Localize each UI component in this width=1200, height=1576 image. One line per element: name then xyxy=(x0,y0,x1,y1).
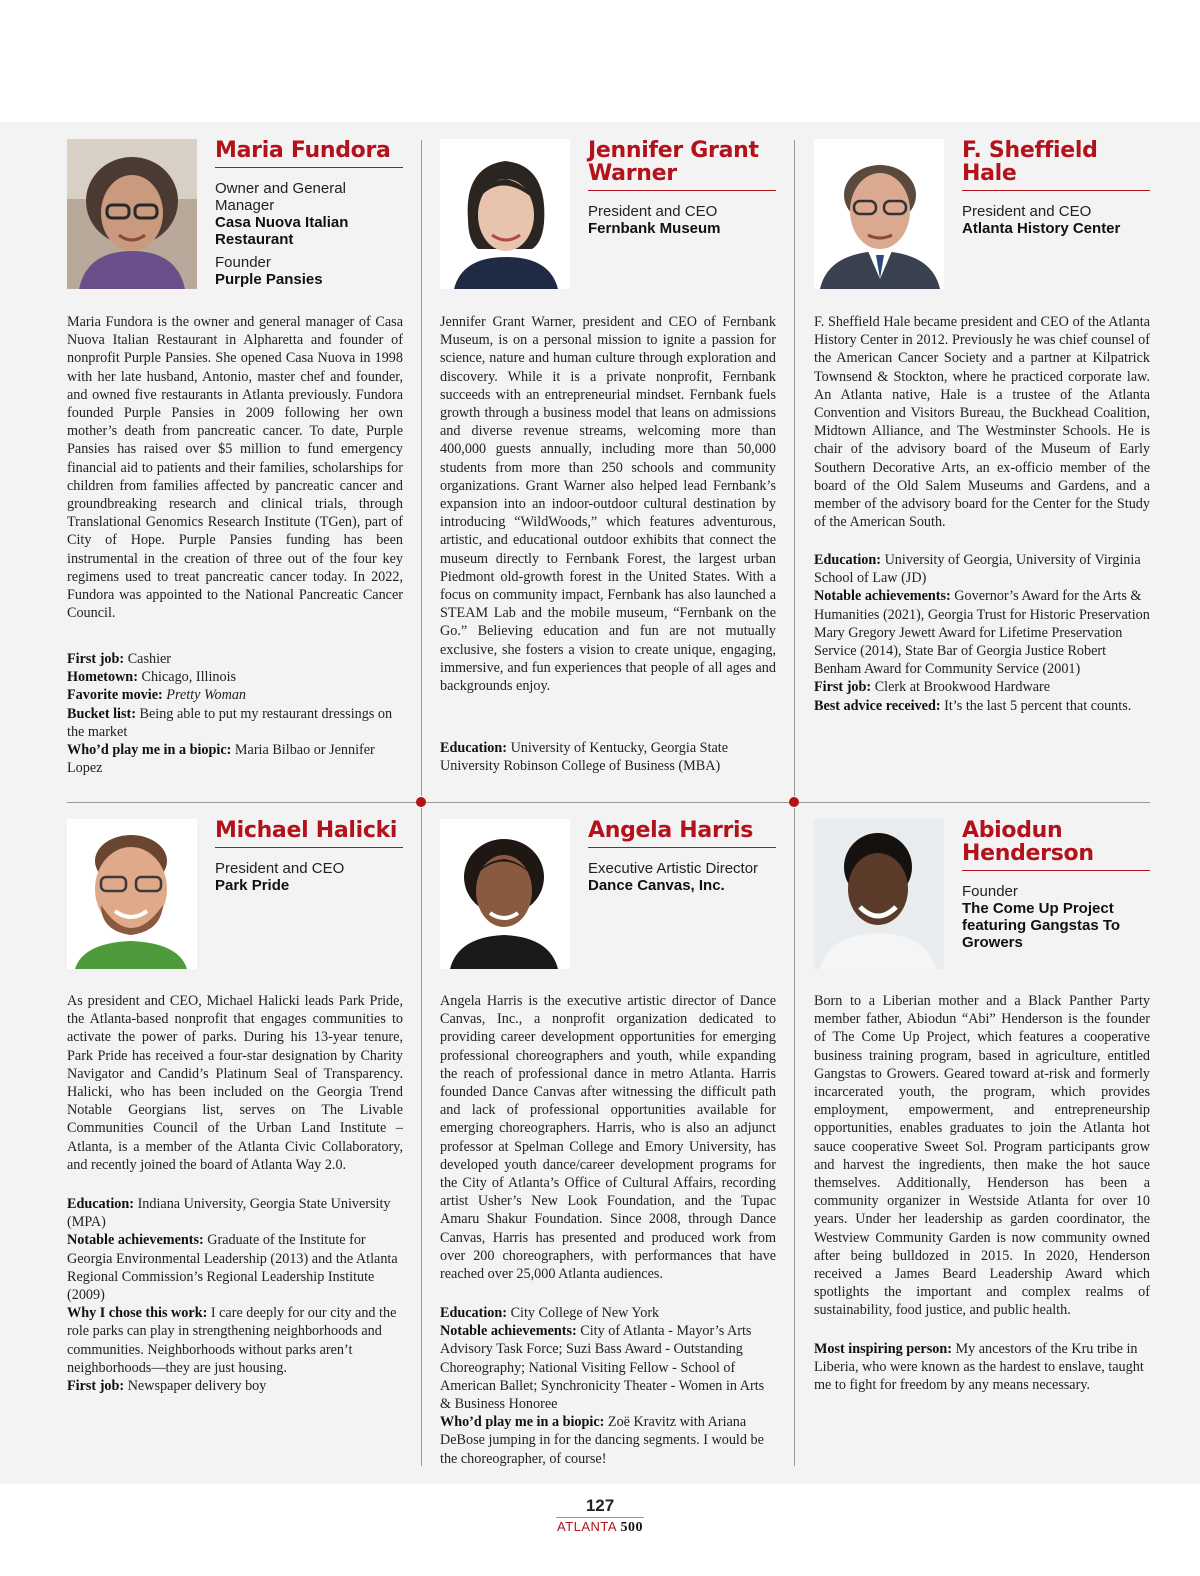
fact-item xyxy=(67,1377,403,1395)
fact-label: Education: xyxy=(67,1196,135,1212)
fact-value: Graduate of the Institute for Georgia Environmental Leadership (2013) and the Atlanta Regional Commission’s Regional Leadership Institute (2009) xyxy=(67,1232,398,1304)
profile-role: Executive Artistic Director xyxy=(588,860,759,877)
portrait-image-icon xyxy=(440,139,570,289)
profile-facts xyxy=(67,1195,403,1395)
profile-header xyxy=(588,819,776,900)
fact-value: Newspaper delivery boy xyxy=(127,1378,267,1395)
fact-item xyxy=(67,705,403,741)
fact-label: Why I chose this work: xyxy=(67,1305,208,1322)
fact-item xyxy=(67,650,403,668)
row-divider xyxy=(67,802,1150,803)
fact-item xyxy=(814,678,1150,696)
profile-role: President and CEO xyxy=(588,203,718,220)
fact-value: Indiana University, Georgia State University (MPA) xyxy=(67,1196,391,1231)
profile-header xyxy=(962,139,1150,243)
fact-label: Favorite movie: xyxy=(67,687,163,704)
column-divider-1-bottom xyxy=(421,808,422,1466)
fact-value: I care deeply for our city and the role parks can play in strengthening neighborhoods and communities. Neighborhoods without parks aren’t neighborhoods—they are just housing. xyxy=(67,1305,397,1376)
fact-label: First job: xyxy=(814,679,872,696)
fact-item xyxy=(67,1304,403,1377)
fact-value: Being able to put my restaurant dressings on the market xyxy=(67,705,393,740)
fact-item xyxy=(440,1322,776,1413)
profile-facts xyxy=(440,1304,776,1468)
profile-bio: As president and CEO, Michael Halicki leads Park Pride, the Atlanta-based nonprofit that engages communities to activate the power of parks. During his 13-year tenure, Park Pride has received a four-star designation by Charity Navigator and Candid’s Platinum Seal of Transparency. Halicki, who has been included on the Georgia Trend Notable Georgians list, serves on The Livable Communities Council of the Urban Land Institute – Atlanta, is a member of the Atlanta Civic Collaboratory, and recently joined the board of Atlanta Way 2.0. xyxy=(67,993,403,1173)
profile-bio: Jennifer Grant Warner, president and CEO of Fernbank Museum, is on a personal mission to ignite a passion for science, nature and human culture through exploration and discovery. While it is a private nonprofit, Fernbank succeeds with an entrepreneurial mindset. Fernbank fuels growth through a business model that leans on admissions and diverse revenue streams, welcoming more than 400,000 guests annually, including more than 50,000 students from more than 250 schools and community organizations. Grant Warner also helped lead Fernbank’s expansion into an indoor-outdoor cultural destination by introducing “WildWoods,” which features adventurous, artistic, and educational outdoor exhibits that connect the museum directly to Fernbank Forest, the largest urban Piedmont old-growth forest in the United States. With a focus on community impact, Fernbank has also launched a STEAM Lab and the mobile museum, “Fernbank on the Go.” Believing education and fun are not mutually exclusive, she fosters a vision to create unique, engaging, immersive, and fun experiences that people of all ages and backgrounds enjoy. xyxy=(440,314,776,695)
fact-label: Hometown: xyxy=(67,669,138,686)
profile-bio: F. Sheffield Hale became president and CEO of the Atlanta History Center in 2012. Previously he was chief counsel of the American Cancer Society and a partner at Kilpatrick Townsend & Stockton, where he practiced corporate law. An Atlanta native, Hale is a trustee of the Atlanta Convention and Visitors Bureau, the Buckhead Coalition, Midtown Alliance, and The Westminster Schools. He is chair of the advisory board of the Museum of Early Southern Decorative Arts, an ex-officio member of the board of the Old Salem Museums and Gardens, and a member of the advisory board for the Center for the Study of the American South. xyxy=(814,314,1150,531)
page-footer xyxy=(0,1496,1200,1536)
profile-photo xyxy=(814,139,944,289)
brand-word: ATLANTA xyxy=(557,1519,617,1534)
fact-item xyxy=(814,1340,1150,1395)
profile-photo xyxy=(440,139,570,289)
fact-label: Who’d play me in a biopic: xyxy=(440,1414,605,1431)
portrait-image-icon xyxy=(814,139,944,289)
profile-header xyxy=(588,139,776,243)
fact-value: Governor’s Award for the Arts & Humanities (2021), Georgia Trust for Historic Preservation Mary Gregory Jewett Award for Lifetime Preservation Service (2014), State Bar of Georgia Justice Robert Benham Award for Community Service (2001) xyxy=(814,588,1150,678)
profile-bio: Born to a Liberian mother and a Black Panther Party member father, Abiodun “Abi” Henderson is the founder of The Come Up Project, which features a cooperative business training program, based in agriculture, entitled Gangstas to Growers. Geared toward at-risk and formerly incarcerated youth, the program, which provides employment, empowerment, and entrepreneurship opportunities, enables graduates to join the Atlanta hot sauce cooperative Sweet Sol. Program participants grow and harvest the ingredients, then make the hot sauce themselves. Additionally, Henderson has been a community organizer in Westside Atlanta for over 10 years. Under her leadership as garden coordinator, the Westview Community Garden is now community owned after being bulldozed in 2015. In 2020, Henderson received a James Beard Leadership Award which spotlights the important and complex realms of sustainability, food justice, and public health. xyxy=(814,993,1150,1319)
portrait-image-icon xyxy=(440,819,570,969)
profile-role: Founder xyxy=(962,883,1018,900)
fact-item xyxy=(67,686,403,704)
profile-facts xyxy=(440,739,776,775)
fact-value: Chicago, Illinois xyxy=(141,669,237,686)
profile-organization: Park Pride xyxy=(215,877,290,894)
fact-value: Clerk at Brookwood Hardware xyxy=(874,679,1051,696)
profile-name: Michael Halicki xyxy=(215,819,403,848)
fact-value: Cashier xyxy=(127,651,172,667)
fact-value: It’s the last 5 percent that counts. xyxy=(944,697,1132,714)
fact-label: Notable achievements: xyxy=(814,588,951,605)
profile-name: Abiodun Henderson xyxy=(962,819,1150,871)
fact-item xyxy=(440,739,776,775)
fact-label: Education: xyxy=(814,552,882,568)
profile-name: Maria Fundora xyxy=(215,139,403,168)
fact-item xyxy=(440,1413,776,1468)
fact-value: Maria Bilbao or Jennifer Lopez xyxy=(67,742,375,777)
column-divider-1-top xyxy=(421,140,422,796)
fact-item xyxy=(67,1195,403,1231)
profile-role: President and CEO xyxy=(962,203,1092,220)
profile-photo xyxy=(440,819,570,969)
profile-facts xyxy=(814,1340,1150,1395)
profile-role: Owner and General Manager xyxy=(215,180,346,214)
fact-item xyxy=(67,668,403,686)
profile-organization: Dance Canvas, Inc. xyxy=(588,877,725,894)
portrait-image-icon xyxy=(67,139,197,289)
profile-role: Founder xyxy=(215,254,271,271)
portrait-image-icon xyxy=(67,819,197,969)
fact-item xyxy=(814,697,1150,715)
profile-facts xyxy=(814,551,1150,715)
fact-item xyxy=(440,1304,776,1322)
fact-label: Who’d play me in a biopic: xyxy=(67,742,232,759)
profile-header xyxy=(962,819,1150,957)
fact-item xyxy=(67,1231,403,1304)
profile-organization: Casa Nuova Italian Restaurant xyxy=(215,214,349,248)
profile-photo xyxy=(67,139,197,289)
profile-organization: Fernbank Museum xyxy=(588,220,721,237)
profile-organization: Purple Pansies xyxy=(215,271,323,288)
profile-name: Jennifer Grant Warner xyxy=(588,139,776,191)
portrait-image-icon xyxy=(814,819,944,969)
fact-value: My ancestors of the Kru tribe in Liberia, who were known as the hardest to enslave, taught me to fight for freedom by any means necessary. xyxy=(814,1341,1144,1394)
fact-item xyxy=(814,587,1150,678)
fact-value: University of Georgia, University of Virginia School of Law (JD) xyxy=(814,552,1141,587)
profile-facts xyxy=(67,650,403,777)
divider-dot-2 xyxy=(789,797,799,807)
fact-label: Notable achievements: xyxy=(440,1323,577,1340)
profile-organization: The Come Up Project featuring Gangstas To Growers xyxy=(962,900,1121,951)
fact-label: Bucket list: xyxy=(67,705,136,722)
fact-label: Education: xyxy=(440,1305,508,1321)
fact-value: City of Atlanta - Mayor’s Arts Advisory Task Force; Suzi Bass Award - Outstanding Choreography; National Visiting Fellow - School of American Ballet; Synchronicity Theater - Women in Arts & Business Honoree xyxy=(440,1323,765,1413)
brand-number: 500 xyxy=(620,1520,643,1535)
column-divider-2-top xyxy=(794,140,795,796)
profile-photo xyxy=(814,819,944,969)
column-divider-2-bottom xyxy=(794,808,795,1466)
divider-dot-1 xyxy=(416,797,426,807)
profile-name: Angela Harris xyxy=(588,819,776,848)
profile-role: President and CEO xyxy=(215,860,345,877)
profile-bio: Angela Harris is the executive artistic director of Dance Canvas, Inc., a nonprofit organization dedicated to providing career development opportunities for emerging professional choreographers and youth, while expanding the reach of professional dance in metro Atlanta. Harris founded Dance Canvas after witnessing the difficult path and lack of professional opportunities available for emerging choreographers. Harris, who is also an adjunct professor at Spelman College and Emory University, has developed youth dance/career development programs for the City of Atlanta’s Office of Cultural Affairs, recording artist Usher’s New Look Foundation, and the Tupac Amaru Shakur Foundation. Since 2008, through Dance Canvas, Harris has presented and produced work from over 200 choreographers, with performances that have reached over 25,000 Atlanta audiences. xyxy=(440,993,776,1283)
fact-label: Notable achievements: xyxy=(67,1232,204,1249)
profile-organization: Atlanta History Center xyxy=(962,220,1121,237)
fact-label: First job: xyxy=(67,1378,125,1395)
profile-name: F. Sheffield Hale xyxy=(962,139,1150,191)
fact-label: Best advice received: xyxy=(814,697,941,714)
profile-bio: Maria Fundora is the owner and general manager of Casa Nuova Italian Restaurant in Alpharetta and founder of nonprofit Purple Pansies. She opened Casa Nuova in 1998 with her late husband, Antonio, master chef and founder, and owned five restaurants in Atlanta previously. Fundora founded Purple Pansies in 2009 following her own mother’s death from pancreatic cancer. To date, Purple Pansies has raised over $5 million to fund emergency financial aid to patients and their families, scholarships for children from families affected by pancreatic cancer and groundbreaking research and clinical trials, through Translational Genomics Research Institute (TGen), part of City of Hope. Purple Pansies funding has been instrumental in the creation of three out of the four key regimens used to treat pancreatic cancer today. In 2022, Fundora was appointed to the National Pancreatic Cancer Council. xyxy=(67,314,403,622)
fact-label: Most inspiring person: xyxy=(814,1341,952,1357)
profile-photo xyxy=(67,819,197,969)
publication-brand xyxy=(0,1519,1200,1536)
fact-value: Pretty Woman xyxy=(166,687,247,704)
fact-label: Education: xyxy=(440,740,508,756)
page-number: 127 xyxy=(556,1496,644,1518)
fact-value: Zoë Kravitz with Ariana DeBose jumping in for the dancing segments. I would be the choreographer, of course! xyxy=(440,1414,764,1467)
fact-value: City College of New York xyxy=(510,1305,660,1321)
fact-label: First job: xyxy=(67,651,125,667)
profile-header xyxy=(215,139,403,294)
fact-item xyxy=(67,741,403,777)
fact-value: University of Kentucky, Georgia State University Robinson College of Business (MBA) xyxy=(440,740,729,775)
fact-item xyxy=(814,551,1150,587)
profile-header xyxy=(215,819,403,900)
